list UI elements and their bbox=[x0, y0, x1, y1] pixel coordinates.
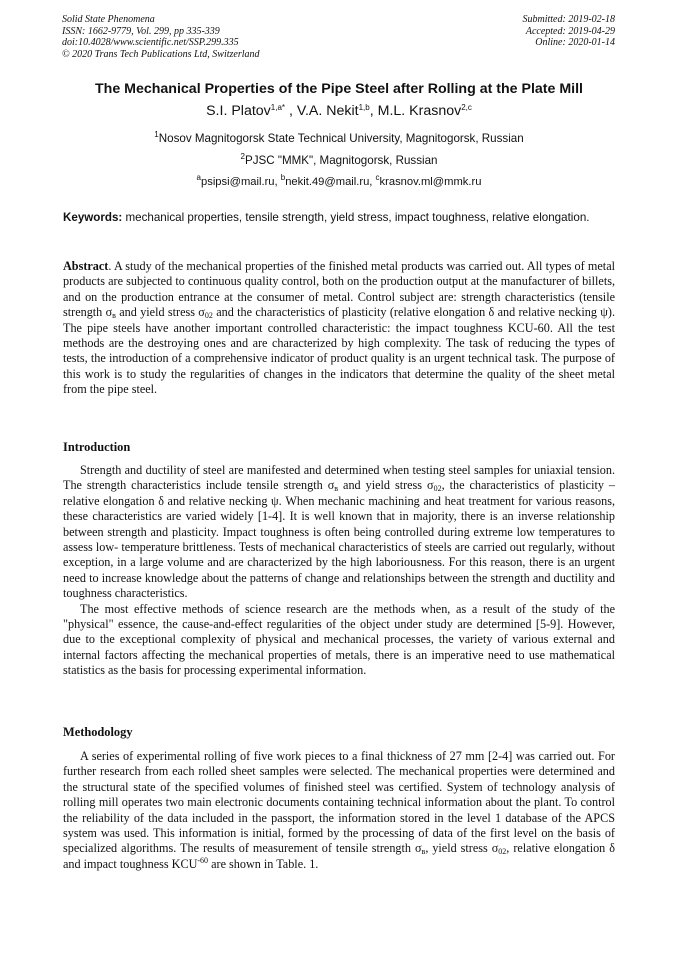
author-name: S.I. Platov bbox=[206, 103, 271, 119]
affiliation-marker: 1 bbox=[154, 130, 159, 139]
online-date: Online: 2020-01-14 bbox=[535, 37, 615, 48]
paper-title: The Mechanical Properties of the Pipe Steel after Rolling at the Plate Mill bbox=[94, 81, 583, 97]
subscript: в bbox=[334, 484, 339, 494]
methodology-paragraph bbox=[63, 749, 615, 872]
subscript: в bbox=[421, 847, 426, 857]
paragraph-text: , yield stress σ bbox=[425, 841, 499, 856]
paragraph-text: A series of experimental rolling of five work pieces to a final thickness of 27 mm [2-4] was carried out. For further research from each rolled sheet samples were selected. The mechanical properties were determined and the structural state of the specified volumes of finished steel was certified. System of technology analysis of rolling mill operates two main electronic documents containing technical information about the plant. To control the reliability of the data included in the passport, the information stored in the level 1 database of the APCS system was used. This information is initial, formed by the processing of data of the first level on the basis of specialized algorithms. The results of measurement of tensile strength σ bbox=[63, 749, 615, 856]
subscript: 02 bbox=[204, 311, 213, 321]
affiliation-marker: 2 bbox=[240, 152, 245, 161]
abstract-text: and the characteristics of plasticity (relative elongation δ and relative necking ψ). The pipe steels have another important controlled characteristic: the impact toughness KCU-60. All the test methods are the destroying ones and are characterized by high complexity. The task of reducing the types of tests, the introduction of a comprehensive indicator of product quality is an urgent technical task. The purpose of this work is to study the regularities of changes in the indicators that determine the quality of the sheet metal from the pipe steel. bbox=[63, 305, 615, 397]
email-marker: c bbox=[375, 173, 380, 182]
affiliation-text: PJSC "MMK", Magnitogorsk, Russian bbox=[244, 154, 438, 167]
affiliation bbox=[40, 154, 638, 167]
paragraph-text: , relative elongation δ and impact toughness KCU bbox=[63, 841, 615, 871]
section-heading-introduction: Introduction bbox=[63, 440, 131, 454]
abstract-text: . A study of the mechanical properties of the finished metal products was carried out. All types of metal products are subjected to continuous quality control, both on the production output at the manufacturer of billets, and on the production entrance at the consumer of metal. Control subject are: strength characteristics (tensile strength σ bbox=[63, 259, 615, 320]
keywords bbox=[63, 210, 615, 225]
email-link[interactable]: nekit.49@mail.ru, bbox=[285, 176, 376, 188]
introduction-section bbox=[63, 463, 615, 679]
abstract-label: Abstract bbox=[63, 259, 109, 273]
keywords-text: mechanical properties, tensile strength, yield stress, impact toughness, relative elongation. bbox=[122, 211, 590, 224]
author-name: V.A. Nekit bbox=[296, 103, 359, 119]
copyright-line: © 2020 Trans Tech Publications Ltd, Switzerland bbox=[62, 48, 260, 60]
doi-line: doi:10.4028/www.scientific.net/SSP.299.335 bbox=[62, 37, 239, 48]
introduction-paragraph: The most effective methods of science research are the methods when, as a result of the study of the "physical" essence, the cause-and-effect regularities of the object under study are determined [5-9]. However, due to the exceptional complexity of physical and mechanical processes, the variety of various external and internal factors affecting the mechanical properties of metals, there is an imperative need to use mathematical statistics as the basis for processing experimental information. bbox=[63, 601, 615, 678]
issn-line: ISSN: 1662-9779, Vol. 299, pp 335-339 bbox=[62, 25, 220, 37]
accepted-date: Accepted: 2019-04-29 bbox=[525, 25, 615, 37]
section-heading-methodology: Methodology bbox=[63, 725, 133, 739]
introduction-paragraph bbox=[63, 463, 615, 602]
publication-info bbox=[62, 14, 260, 60]
subscript: 02 bbox=[498, 847, 507, 857]
paragraph-text: and yield stress σ bbox=[338, 478, 434, 493]
methodology-section bbox=[63, 749, 615, 872]
affiliation bbox=[40, 132, 638, 145]
email-list bbox=[40, 173, 638, 188]
paragraph-text: Strength and ductility of steel are manifested and determined when testing steel samples for uniaxial tension. The strength characteristics include tensile strength σ bbox=[63, 463, 615, 493]
email-marker: b bbox=[280, 173, 286, 182]
keywords-label: Keywords: bbox=[63, 211, 123, 224]
email-marker: a bbox=[196, 173, 201, 182]
paragraph-text: are shown in Table. 1. bbox=[208, 856, 319, 871]
author-affiliation-marker: 2,c bbox=[461, 103, 472, 112]
submitted-date: Submitted: 2019-02-18 bbox=[522, 14, 615, 25]
abstract bbox=[63, 259, 615, 398]
superscript: -60 bbox=[197, 855, 209, 865]
email-link[interactable]: psipsi@mail.ru, bbox=[201, 176, 281, 188]
author-name: M.L. Krasnov bbox=[377, 103, 462, 119]
author-list: S.I. Platov$^{1,a*}$ , V.A. Nekit$^{1,b}$, M.L. Krasnov$^{2,c}$ bbox=[206, 103, 472, 119]
submission-dates bbox=[523, 14, 616, 49]
paragraph-text: , the characteristics of plasticity – relative elongation δ and relative necking ψ. When mechanic machining and heat treatment for various reasons, these characteristics are varied widely [1-4]. It is well known that in majority, there is an inverse relationship between strength and plasticity. Impact toughness is often being controlled during extreme low temperatures to assess low- temperature brittleness. Tests of mechanical characteristics of steels are carried out regularly, without exception, in a large volume and are characterized by the high laboriousness. For this reason, there is an urgent need to increase knowledge about the patterns of change and relationships between the strength and ductility and toughness characteristics. bbox=[63, 478, 616, 601]
subscript: 02 bbox=[433, 484, 442, 494]
journal-name: Solid State Phenomena bbox=[62, 14, 155, 25]
abstract-paragraph bbox=[63, 259, 615, 398]
author-affiliation-marker: 1,b bbox=[358, 103, 370, 112]
subscript: в bbox=[112, 311, 116, 321]
author-affiliation-marker: 1,a* bbox=[270, 103, 285, 112]
affiliation-text: Nosov Magnitogorsk State Technical University, Magnitogorsk, Russian bbox=[158, 132, 524, 145]
abstract-text: and yield stress σ bbox=[115, 305, 205, 320]
email-link[interactable]: krasnov.ml@mmk.ru bbox=[379, 176, 482, 188]
